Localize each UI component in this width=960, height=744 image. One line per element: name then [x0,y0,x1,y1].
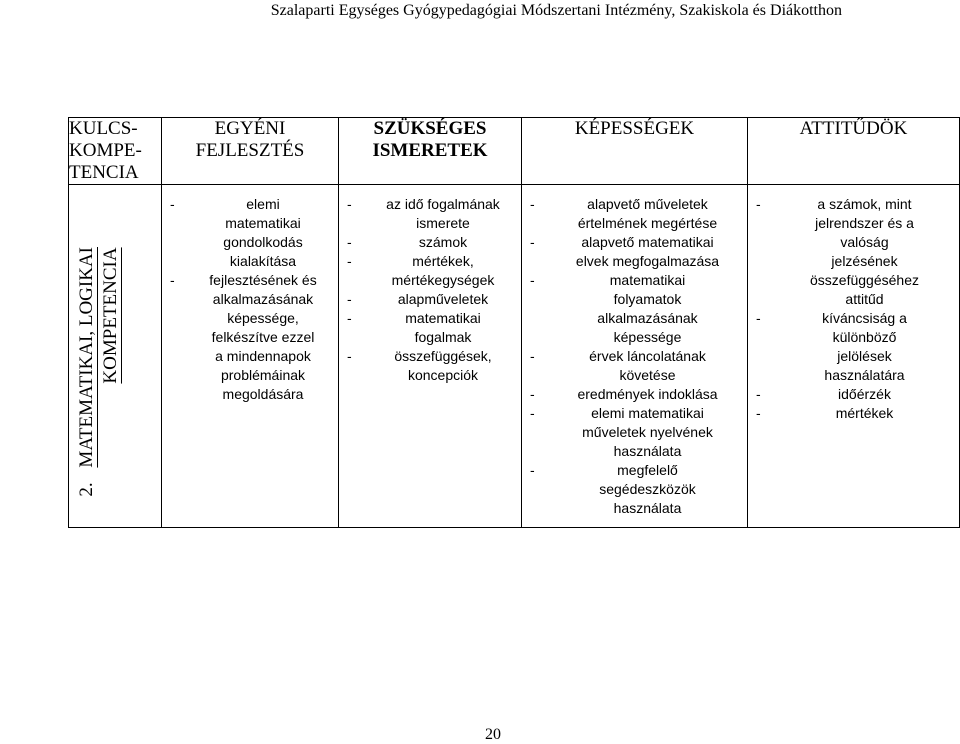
list-item-line: használata [613,500,682,516]
bullet-dash: - [170,196,175,212]
list-item [522,271,747,347]
list-item-line: jelrendszer és a [815,215,914,231]
bullet-dash: - [530,386,535,402]
list-item-line: összefüggéséhez [810,272,919,288]
list-item-line: alkalmazásának [212,291,314,307]
list-item [748,385,959,404]
list-item-line: időérzék [838,386,891,402]
list-item-line: eredmények indoklása [577,386,718,402]
bullet-dash: - [756,386,761,402]
list-item-line: a mindennapok [215,348,311,364]
list-item [522,385,747,404]
list-item-line: mértékek [835,405,894,421]
list-item-line: különböző [832,329,897,345]
list-item [339,309,521,347]
list-item-line: matematikai [405,310,481,326]
header-kepessegek: KÉPESSÉGEK [522,118,748,185]
list-item-line: követése [619,367,676,383]
list-item [339,252,521,290]
list-item-line: kialakítása [229,253,297,269]
bullet-dash: - [756,196,761,212]
bullet-dash: - [530,234,535,250]
list-item-line: számok [418,234,468,250]
ismeretek-cell [339,185,522,528]
list-item-line: segédeszközök [599,481,696,497]
competence-line2: KOMPETENCIA [100,247,121,384]
list-item [748,309,959,385]
list-item [522,461,747,518]
list-item-line: megoldására [222,386,304,402]
list-item [162,195,338,271]
list-item-line: használata [613,443,682,459]
list-item [339,290,521,309]
kepessegek-cell [522,185,748,528]
list-item-line: jelzésének [831,253,898,269]
header-attitudok: ATTITŰDÖK [748,118,960,185]
list-item-line: ismerete [416,215,470,231]
list-item-line: műveletek nyelvének [582,424,713,440]
list-item [522,195,747,233]
bullet-dash: - [756,310,761,326]
competence-table [68,117,960,528]
header-szukseges-ismeretek: SZÜKSÉGES ISMERETEK [339,118,522,185]
bullet-dash: - [756,405,761,421]
header-row [69,118,960,185]
header-kulcskompetencia: KULCS- KOMPE- TENCIA [69,118,162,185]
list-item-line: gondolkodás [223,234,303,250]
list-item-line: fogalmak [414,329,472,345]
bullet-dash: - [347,348,352,364]
list-item-line: elemi [246,196,280,212]
bullet-dash: - [347,310,352,326]
competence-line1: MATEMATIKAI, LOGIKAI [76,247,97,468]
list-item [162,271,338,404]
list-item-line: problémáinak [220,367,306,383]
list-item-line: folyamatok [613,291,682,307]
competence-cell [69,185,162,528]
bullet-dash: - [530,196,535,212]
bullet-dash: - [530,348,535,364]
list-item-line: fejlesztésének és [209,272,317,288]
list-item-line: képessége, [227,310,299,326]
kepessegek-list [522,195,747,518]
bullet-dash: - [530,272,535,288]
list-item-line: mértékek, [412,253,474,269]
list-item-line: használatára [824,367,905,383]
list-item-line: alapvető műveletek [587,196,708,212]
bullet-dash: - [347,234,352,250]
list-item-line: attitűd [845,291,884,307]
attitudok-cell [748,185,960,528]
list-item-line: alapműveletek [397,291,489,307]
fejlesztes-list [162,195,338,404]
page-header: Szalaparti Egységes Gyógypedagógiai Módszertani Intézmény, Szakiskola és Diákotthon [270,2,842,19]
list-item-line: összefüggések, [394,348,492,364]
list-item-line: kíváncsiság a [822,310,907,326]
list-item-line: felkészítve ezzel [211,329,315,345]
content-row [69,185,960,528]
list-item-line: megfelelő [617,462,678,478]
list-item-line: elvek megfogalmazása [575,253,720,269]
list-item-line: valóság [840,234,889,250]
list-item-line: értelmének megértése [577,215,718,231]
list-item-line: matematikai [609,272,686,288]
list-item-line: képessége [613,329,682,345]
fejlesztes-cell [162,185,339,528]
bullet-dash: - [170,272,175,288]
list-item [522,233,747,271]
header-egyeni-fejlesztes: EGYÉNI FEJLESZTÉS [162,118,339,185]
list-item [522,404,747,461]
list-item-line: elemi matematikai [591,405,704,421]
list-item-line: jelölések [837,348,892,364]
competence-number: 2. [76,482,97,497]
list-item-line: matematikai [225,215,301,231]
bullet-dash: - [530,462,535,478]
competence-title [75,247,123,497]
list-item-line: az idő fogalmának [386,196,500,212]
bullet-dash: - [530,405,535,421]
bullet-dash: - [347,253,352,269]
ismeretek-list [339,195,521,385]
list-item [339,233,521,252]
list-item-line: a számok, mint [817,196,912,212]
list-item-line: koncepciók [407,367,479,383]
list-item-line: alapvető matematikai [581,234,714,250]
list-item [748,404,959,423]
list-item [339,195,521,233]
list-item [522,347,747,385]
list-item [748,195,959,309]
attitudok-list [748,195,959,423]
list-item-line: alkalmazásának [597,310,698,326]
bullet-dash: - [347,196,352,212]
list-item-line: mértékegységek [391,272,495,288]
bullet-dash: - [347,291,352,307]
page-number: 20 [485,726,501,743]
list-item-line: érvek láncolatának [589,348,706,364]
list-item [339,347,521,385]
